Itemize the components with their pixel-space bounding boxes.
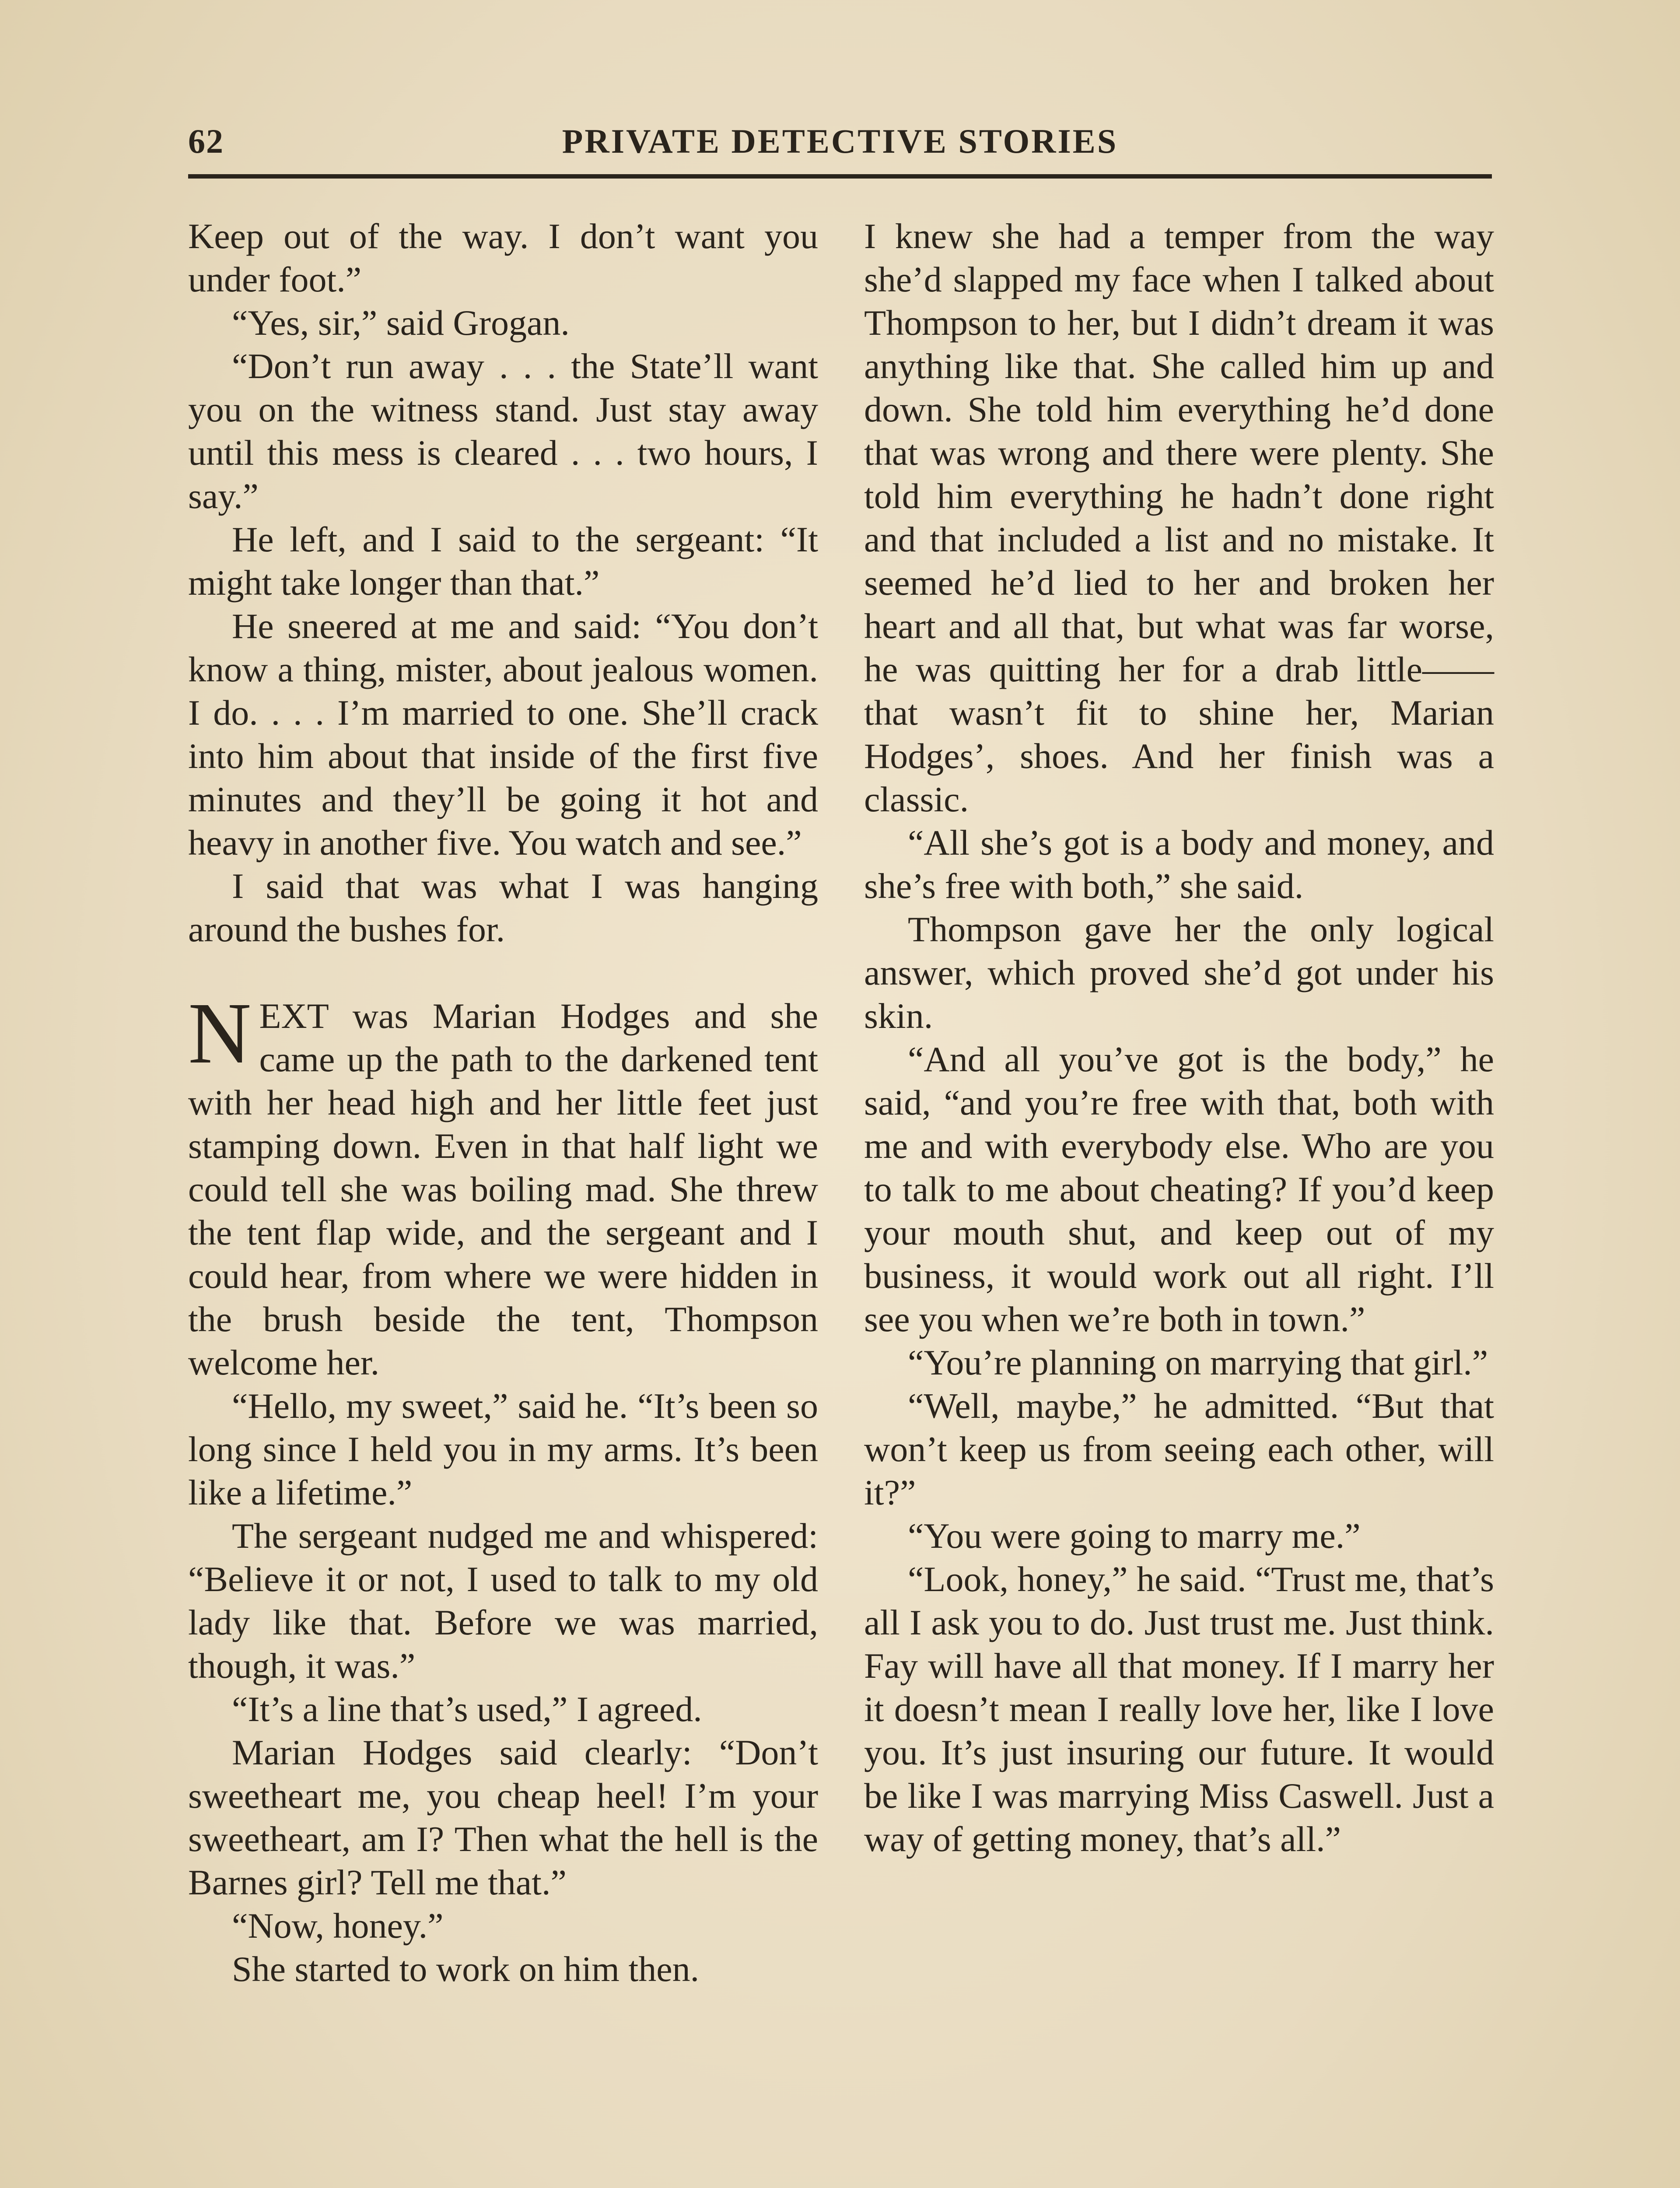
- paragraph: “Don’t run away . . . the State’ll want you on the witness stand. Just stay away until this mess is cleared . . . two hours, I say.”: [188, 346, 818, 516]
- page-number: 62: [188, 122, 224, 160]
- paragraph: “And all you’ve got is the body,” he said, “and you’re free with that, both with me and with everybody else. Who are you to talk to me about cheating? If you’d keep your mouth shut, and keep out of my business, it would work out all right. I’ll see you when we’re both in town.”: [864, 1039, 1494, 1339]
- paragraph: She started to work on him then.: [232, 1949, 700, 1989]
- running-title: PRIVATE DETECTIVE STORIES: [562, 122, 1118, 160]
- paragraph: He sneered at me and said: “You don’t know a thing, mister, about jealous women. I do. . . . I’m married to one. She’ll crack into him about that inside of the first five minutes and they’ll be going it hot and heavy in another five. You watch and see.”: [188, 606, 818, 863]
- paragraph: “Well, maybe,” he admitted. “But that won’t keep us from seeing each other, will it?”: [864, 1386, 1494, 1512]
- paragraph: “You’re planning on marrying that girl.”: [908, 1343, 1488, 1382]
- paragraph: “You were going to marry me.”: [908, 1516, 1361, 1556]
- right-column: [864, 214, 1494, 1861]
- header-rule: [188, 174, 1492, 179]
- paragraph: Keep out of the way. I don’t want you under foot.”: [188, 216, 818, 299]
- section-opening-text: EXT was Marian Hodges and she came up the path to the darkened tent with her head high and her little feet just stamping down. Even in that half light we could tell she was boiling mad. She threw the tent flap wide, and the sergeant and I could hear, from where we were hidden in the brush beside the tent, Thompson welcome her.: [188, 996, 818, 1382]
- paragraph: “Hello, my sweet,” said he. “It’s been so long since I held you in my arms. It’s been like a lifetime.”: [188, 1386, 818, 1512]
- paragraph: I said that was what I was hanging around the bushes for.: [188, 866, 818, 949]
- paragraph: Marian Hodges said clearly: “Don’t sweetheart me, you cheap heel! I’m your sweetheart, am I? Then what the hell is the Barnes girl? Tell me that.”: [188, 1732, 818, 1902]
- paragraph: The sergeant nudged me and whispered: “Believe it or not, I used to talk to my old lady like that. Before we was married, though, it was.”: [188, 1516, 818, 1686]
- section-opening-paragraph: [188, 985, 818, 1384]
- paragraph: “Yes, sir,” said Grogan.: [232, 303, 570, 343]
- drop-cap: N: [188, 985, 252, 1082]
- paragraph: “It’s a line that’s used,” I agreed.: [232, 1689, 702, 1729]
- paragraph: “Look, honey,” he said. “Trust me, that’s all I ask you to do. Just trust me. Just think. Fay will have all that money. If I marry her it doesn’t mean I really love her, like I love you. It’s just insuring our future. It would be like I was marrying Miss Caswell. Just a way of getting money, that’s all.”: [864, 1559, 1494, 1859]
- paragraph: I knew she had a temper from the way she’d slapped my face when I talked about Thompson to her, but I didn’t dream it was anything like that. She called him up and down. She told him everything he’d done that was wrong and there were plenty. She told him everything he hadn’t done right and that included a list and no mistake. It seemed he’d lied to her and broken her heart and all that, but what was far worse, he was quitting her for a drab little—— that wasn’t fit to shine her, Marian Hodges’, shoes. And her finish was a classic.: [864, 216, 1494, 819]
- paragraph: “Now, honey.”: [232, 1906, 444, 1946]
- paragraph: He left, and I said to the sergeant: “It might take longer than that.”: [188, 519, 818, 603]
- page-header: [188, 122, 1492, 170]
- paragraph: Thompson gave her the only logical answer, which proved she’d got under his skin.: [864, 909, 1494, 1036]
- paragraph: “All she’s got is a body and money, and she’s free with both,” she said.: [864, 823, 1494, 906]
- left-column: [188, 214, 818, 1991]
